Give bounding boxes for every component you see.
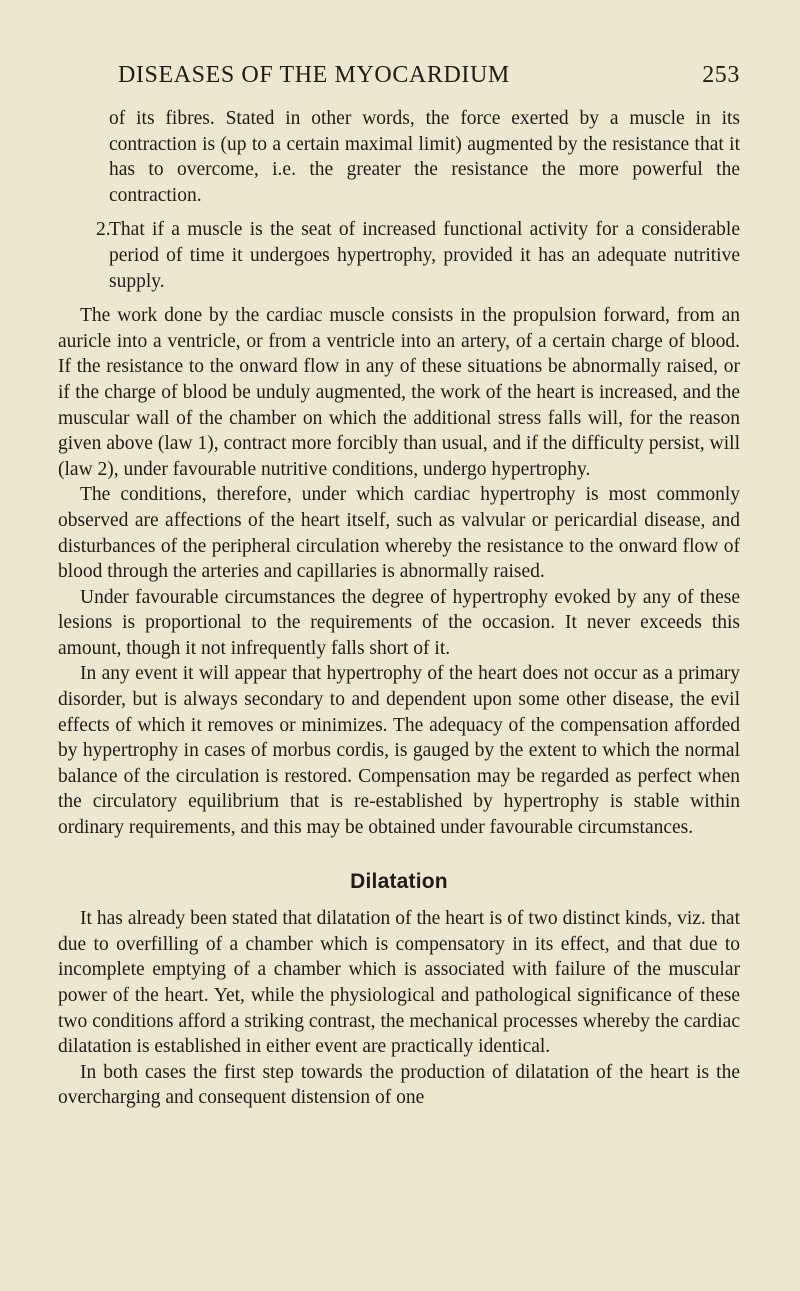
page-number: 253 <box>702 62 740 88</box>
paragraph-4: In any event it will appear that hypertrophy of the heart does not occur as a primary disorder, but is always secondary to and dependent upon some other disease, the evil effects of which it removes or minimizes. The adequacy of the compensation afforded by hypertrophy in cases of morbus cordis, is gauged by the extent to which the normal balance of the circulation is restored. Compensation may be regarded as perfect when the circulatory equilibrium that is re-established by hypertrophy is stable within ordinary requirements, and this may be obtained under favourable circumstances. <box>58 663 740 839</box>
paragraph-3: Under favourable circumstances the degree of hypertrophy evoked by any of these lesions is proportional to the requirements of the occasion. It never exceeds this amount, though it not infrequently falls short of it. <box>58 586 740 659</box>
law-1-continuation <box>58 106 740 208</box>
paragraph-5: It has already been stated that dilatation of the heart is of two distinct kinds, viz. that due to overfilling of a chamber which is compensatory in its effect, and that due to incomplete emptying of a chamber which is associated with failure of the muscular power of the heart. Yet, while the physiological and pathological significance of these two conditions afford a striking contrast, the mechanical processes whereby the cardiac dilatation is established in either event are practically identical. <box>58 908 740 1058</box>
paragraph-1: The work done by the cardiac muscle consists in the propulsion forward, from an auricle into a ventricle, or from a ventricle into an artery, of a certain charge of blood. If the resistance to the onward flow in any of these situations be abnormally raised, or if the charge of blood be unduly augmented, the work of the heart is increased, and the muscular wall of the chamber on which the additional stress falls will, for the reason given above (law 1), contract more forcibly than usual, and if the difficulty persist, will (law 2), under favourable nutritive conditions, undergo hypertrophy. <box>58 305 740 480</box>
law-2-number: 2. <box>96 219 111 241</box>
running-head <box>118 62 740 96</box>
section-heading-dilatation: Dilatation <box>350 869 448 893</box>
law-2 <box>58 217 740 294</box>
paragraph-2: The conditions, therefore, under which cardiac hypertrophy is most commonly observed are affections of the heart itself, such as valvular or pericardial disease, and disturbances of the peripheral circulation whereby the resistance to the onward flow of blood through the arteries and capillaries is abnormally raised. <box>58 484 740 583</box>
chapter-title: DISEASES OF THE MYOCARDIUM <box>118 62 510 88</box>
body-text <box>58 106 740 1111</box>
paragraph-6: In both cases the first step towards the production of dilatation of the heart is the overcharging and consequent distension of one <box>58 1061 740 1109</box>
law-1-text: of its fibres. Stated in other words, the force exerted by a muscle in its contraction is (up to a certain maximal limit) augmented by the resistance that it has to overcome, i.e. the greater the resistance the more powerful the contraction. <box>109 108 740 206</box>
law-2-text: That if a muscle is the seat of increased functional activity for a considerable period of time it undergoes hypertrophy, provided it has an adequate nutritive supply. <box>109 219 740 292</box>
